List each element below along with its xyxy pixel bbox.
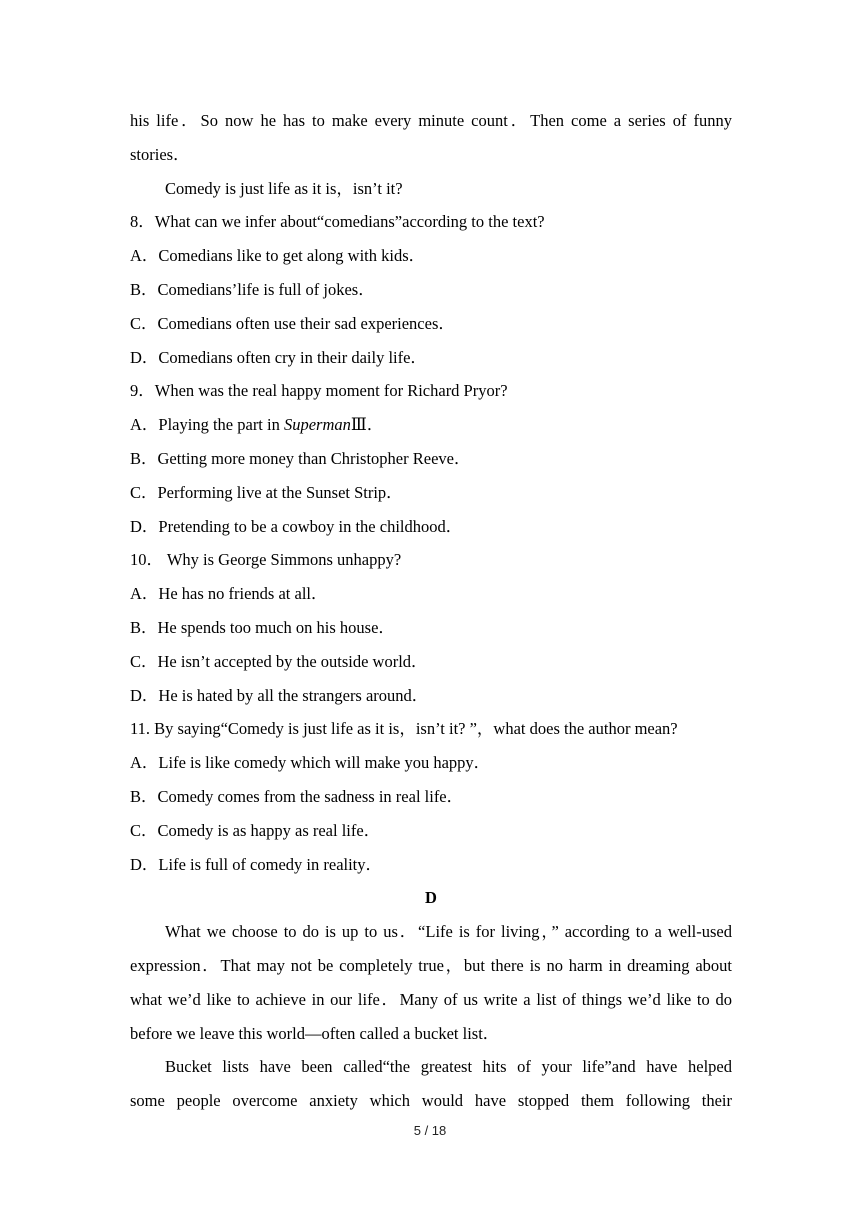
passage-line: what we’d like to achieve in our life．Many of us write a list of things we’d like to do — [130, 989, 732, 1009]
option-a-suffix: Ⅲ． — [350, 415, 384, 435]
passage-line: his life．So now he has to make every minute count．Then come a series of funny — [130, 111, 732, 130]
question-9-option-d: D．Pretending to be a cowboy in the childhood． — [130, 516, 463, 536]
section-d-heading: D — [425, 888, 437, 908]
option-a-italic-title: Superman — [283, 415, 351, 435]
question-9-option-b: B．Getting more money than Christopher Reeve． — [130, 448, 471, 468]
question-11-stem: 11. By saying“Comedy is just life as it is，isn’t it? ”，what does the author mean? — [130, 719, 678, 739]
question-9-option-c: C．Performing live at the Sunset Strip． — [130, 482, 403, 502]
question-8-option-a: A．Comedians like to get along with kids． — [130, 246, 426, 266]
passage-line: What we choose to do is up to us．“Life is for living，” according to a well-used — [165, 922, 732, 942]
passage-line: before we leave this world—often called a bucket list． — [130, 1023, 500, 1043]
passage-line: Comedy is just life as it is，isn’t it? — [165, 178, 403, 198]
passage-line: expression．That may not be completely true，but there is no harm in dreaming about — [130, 955, 732, 975]
question-10-option-c: C．He isn’t accepted by the outside world． — [130, 651, 428, 671]
question-10-stem: 10． Why is George Simmons unhappy? — [130, 550, 402, 570]
page-number: 5 / 18 — [413, 1123, 447, 1138]
document-page — [130, 104, 732, 1118]
question-8-stem: 8．What can we infer about“comedians”according to the text? — [130, 212, 545, 232]
question-8-option-c: C．Comedians often use their sad experiences． — [130, 313, 455, 333]
question-9-stem: 9．When was the real happy moment for Richard Pryor? — [130, 381, 508, 401]
question-11-option-d: D．Life is full of comedy in reality． — [130, 854, 383, 874]
passage-line: stories． — [130, 144, 190, 164]
question-8-option-b: B．Comedians’life is full of jokes． — [130, 279, 375, 299]
question-10-option-d: D．He is hated by all the strangers around． — [130, 685, 429, 705]
question-8-option-d: D．Comedians often cry in their daily life． — [130, 347, 427, 367]
question-11-option-c: C．Comedy is as happy as real life． — [130, 820, 381, 840]
question-10-option-a: A．He has no friends at all． — [130, 584, 328, 604]
passage-line: some people overcome anxiety which would have stopped them following their — [130, 1091, 732, 1111]
passage-line: Bucket lists have been called“the greatest hits of your life”and have helped — [165, 1057, 732, 1077]
question-10-option-b: B．He spends too much on his house． — [130, 617, 395, 637]
question-11-option-a: A．Life is like comedy which will make you happy． — [130, 753, 491, 773]
question-9-option-a — [130, 408, 732, 442]
option-a-prefix: A．Playing the part in — [130, 415, 284, 435]
question-11-option-b: B．Comedy comes from the sadness in real life． — [130, 786, 464, 806]
